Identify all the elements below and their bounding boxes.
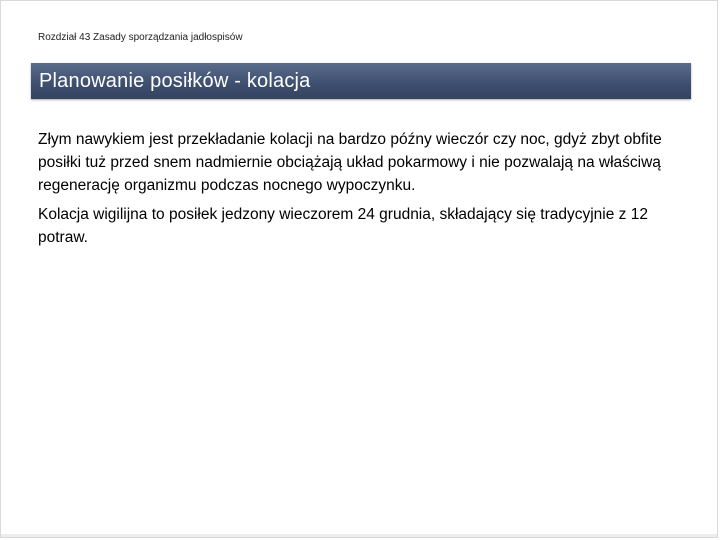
slide-body xyxy=(38,128,678,255)
slide-title: Planowanie posiłków - kolacja xyxy=(39,70,311,92)
paragraph-christmas-eve: Kolacja wigilijna to posiłek jedzony wieczorem 24 grudnia, składający się tradycyjnie z 12 potraw. xyxy=(38,206,648,246)
title-bar xyxy=(31,63,691,99)
paragraph-late-dinner: Złym nawykiem jest przekładanie kolacji na bardzo późny wieczór czy noc, gdyż zbyt obfite posiłki tuż przed snem nadmiernie obciążają układ pokarmowy i nie pozwalają na właściwą regenerację organizmu podczas nocnego wypoczynku. xyxy=(38,131,662,194)
slide-bottom-edge xyxy=(0,534,717,537)
chapter-header: Rozdział 43 Zasady sporządzania jadłospisów xyxy=(38,32,243,43)
